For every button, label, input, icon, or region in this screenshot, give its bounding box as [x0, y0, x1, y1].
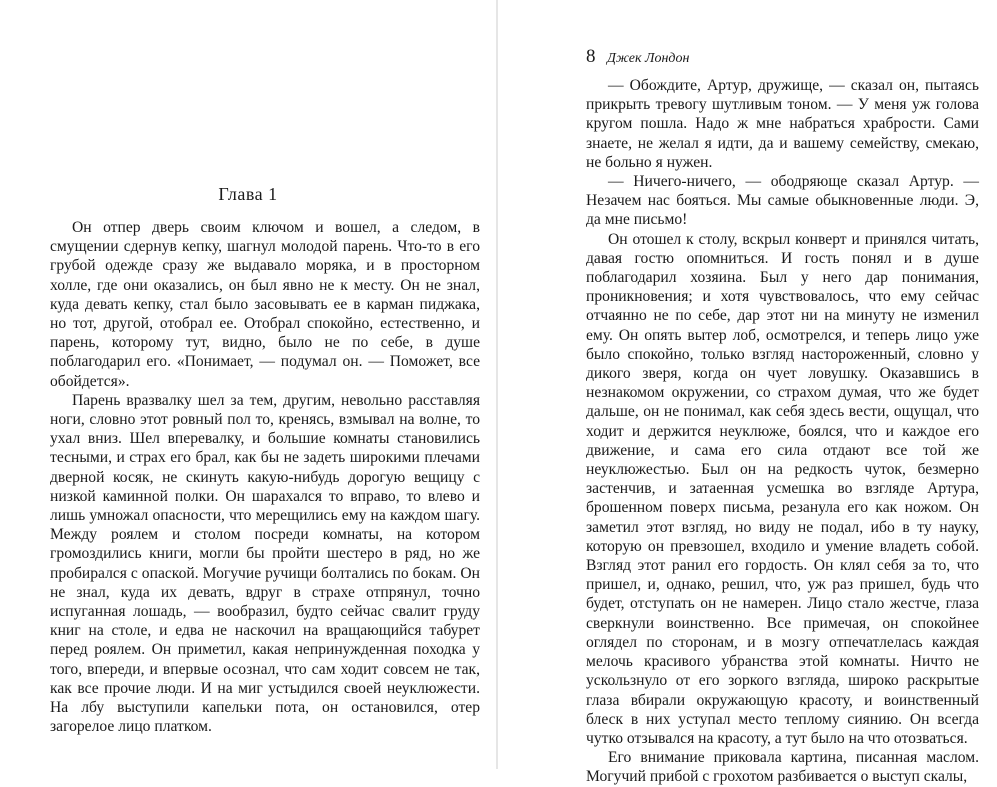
right-page-text: [586, 76, 979, 787]
left-page: [0, 0, 496, 769]
page-number: 8: [586, 46, 596, 67]
paragraph: Парень вразвалку шел за тем, другим, невольно расставляя ноги, словно этот ровный пол то, кренясь, взмывал на волне, то ухал вниз. Шел вперевалку, и большие комнаты становились тесными, и страх его брал, как бы не задеть широкими плечами дверной косяк, не скинуть какую-нибудь дорогую вещицу с низкой каминной полки. Он шарахался то вправо, то влево и лишь умножал опасности, что мерещились ему на каждом шагу. Между роялем и столом посреди комнаты, на котором громоздились книги, могли бы пройти шестеро в ряд, но же пробирался с опаской. Могучие ручищи болтались по бокам. Он не знал, куда их девать, вдруг в страхе отпрянул, точно испуганная лошадь, — вообразил, будто сейчас свалит груду книг на столе, и едва не наскочил на вращающийся табурет перед роялем. Он приметил, какая непринужденная походка у того, впереди, и впервые осознал, что сам ходит совсем не так, как все прочие люди. И на миг устыдился своей неуклюжести. На лбу выступили капельки пота, он остановился, отер загорелое лицо платком.: [50, 391, 480, 736]
left-page-text: [50, 218, 480, 736]
paragraph: Он отошел к столу, вскрыл конверт и принялся читать, давая гостю опомниться. И гость понял и в душе поблагодарил хозяина. Был у него дар понимания, проникновения; и хотя чувствовалось, что ему сейчас отчаянно не по себе, дар этот ни на минуту не изменил ему. Он опять вытер лоб, осмотрелся, и теперь лицо уже было спокойно, только взгляд настороженный, словно у дикого зверя, когда он чует ловушку. Оказавшись в незнакомом окружении, со страхом думая, что же будет дальше, он не понимал, как себя здесь вести, ощущал, что ходит и держится неуклюже, боялся, что и каждое его движение, и сама его сила отдают все той же неуклюжестью. Был он на редкость чуток, безмерно застенчив, и затаенная усмешка во взгляде Артура, брошенном поверх письма, резанула его как ножом. Он заметил этот взгляд, но виду не подал, ибо в ту науку, которую он превзошел, входило и умение владеть собой. Взгляд этот ранил его гордость. Он клял себя за то, что пришел, и, однако, решил, что, уж раз пришел, будь что будет, отступать он не намерен. Лицо стало жестче, глаза сверкнули воинственно. Все примечая, он спокойнее оглядел по сторонам, и в мозгу отпечатлелась каждая мелочь красивого убранства этой комнаты. Ничто не ускользнуло от его зоркого взгляда, широко раскрытые глаза вбирали окружающую красоту, и воинственный блеск в них уступал место теплому сиянию. Он всегда чутко отзывался на красоту, а тут было на что отозваться.: [586, 230, 979, 747]
chapter-title: Глава 1: [218, 184, 278, 204]
paragraph: — Ничего-ничего, — ободряюще сказал Артур. — Незачем нас бояться. Мы самые обыкновенные люди. Э, да мне письмо!: [586, 173, 979, 229]
right-page: [498, 0, 997, 786]
paragraph: — Обождите, Артур, дружище, — сказал он, пытаясь прикрыть тревогу шутливым тоном. — У меня уж голова кругом пошла. Надо ж мне набраться храбрости. Сами знаете, не желал я идти, да и вашему семейству, смекаю, не больно я нужен.: [586, 77, 979, 171]
running-head: [586, 46, 689, 68]
paragraph: Его внимание приковала картина, писанная маслом. Могучий прибой с грохотом разбивается о выступ скалы,: [586, 749, 979, 786]
paragraph: Он отпер дверь своим ключом и вошел, а следом, в смущении сдернув кепку, шагнул молодой парень. Что-то в его грубой одежде сразу же выдавало моряка, и в просторном холле, где они оказались, он был явно не к месту. Он не знал, куда девать кепку, стал было засовывать ее в карман пиджака, но тот, другой, отобрал ее. Отобрал спокойно, естественно, и парень, которому тут, видно, было не по себе, в душе поблагодарил его. «Понимает, — подумал он. — Поможет, все обойдется».: [50, 219, 480, 390]
running-head-author: Джек Лондон: [607, 51, 690, 66]
